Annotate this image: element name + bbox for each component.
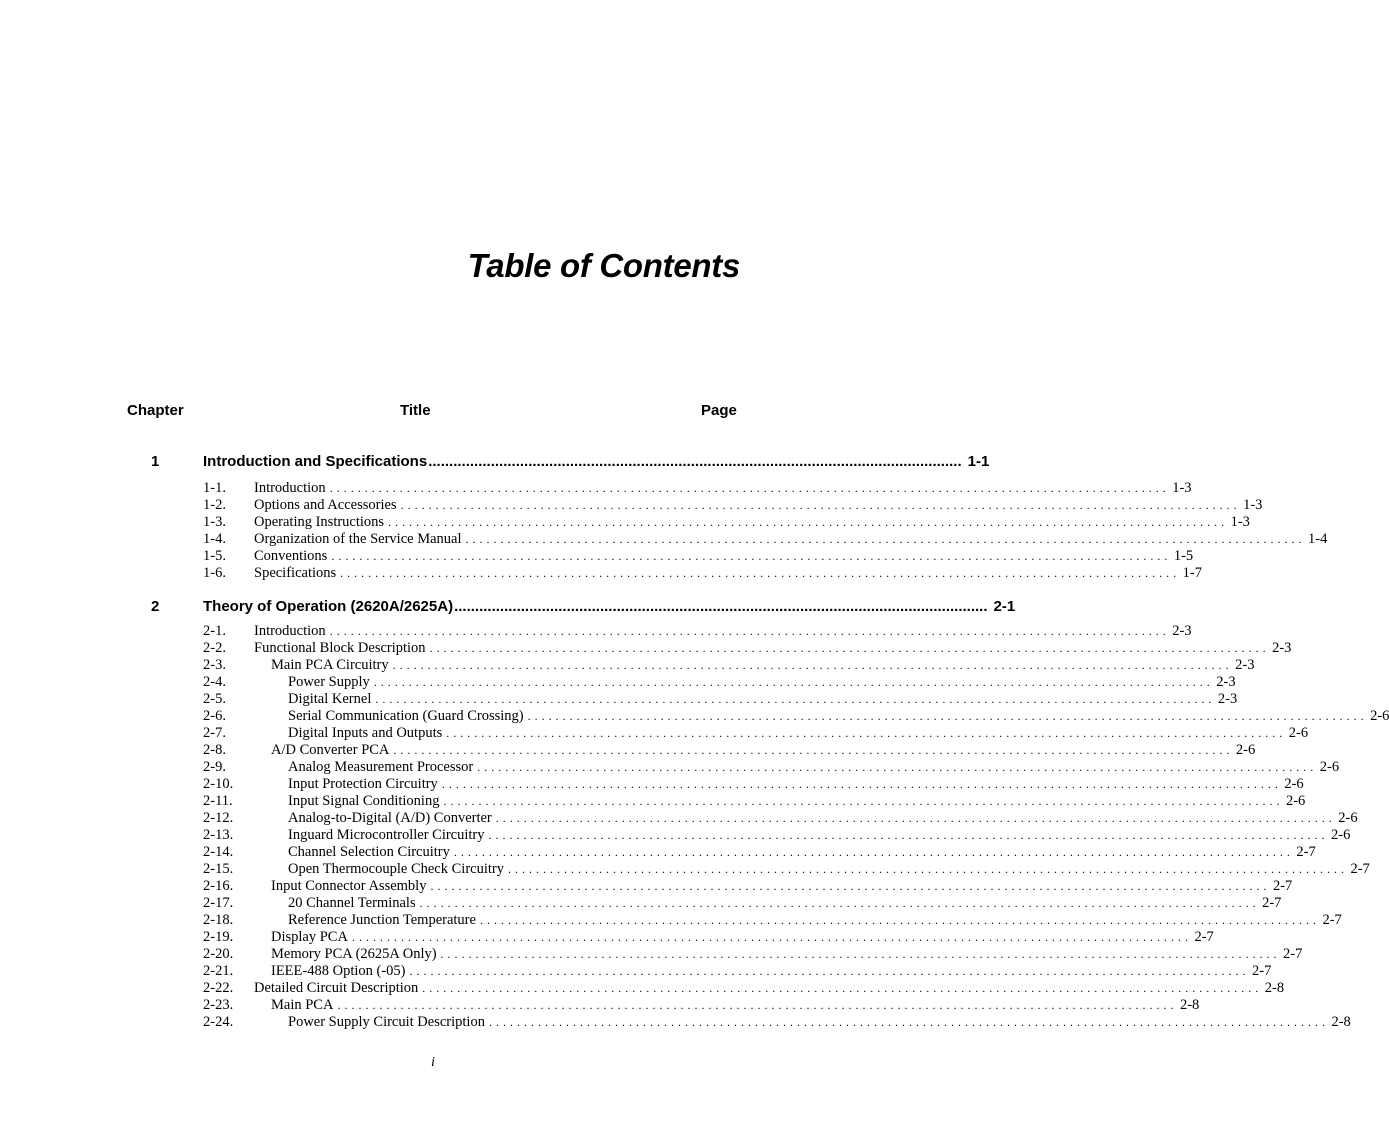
- dot-leader: . . . . . . . . . . . . . . . . . . . . . . . . . . . . . . . . . . . . . . . . . . . . . . . . . . . . . . . . . . . . . . . . . . . . . . . . . . . . . . . . . . . . . . . . . . . . . . . . . . . . . . . . . . . . . . . . . . . . . . . .: [337, 998, 1174, 1012]
- dot-leader: . . . . . . . . . . . . . . . . . . . . . . . . . . . . . . . . . . . . . . . . . . . . . . . . . . . . . . . . . . . . . . . . . . . . . . . . . . . . . . . . . . . . . . . . . . . . . . . . . . . . . . . . . . . . . . . . . . . . . . . .: [373, 675, 1211, 689]
- toc-entry-body: [271, 929, 1214, 946]
- toc-entry[interactable]: [0, 531, 1328, 548]
- chapter-page: 2-1: [993, 598, 1016, 615]
- toc-entry[interactable]: [0, 480, 1192, 497]
- toc-entry[interactable]: [0, 946, 1303, 963]
- toc-entry-title: Serial Communication (Guard Crossing): [288, 708, 524, 724]
- toc-entry-page: 2-3: [1216, 674, 1236, 690]
- toc-entry-title: Detailed Circuit Description: [254, 980, 419, 996]
- toc-entry-body: [288, 793, 1306, 810]
- toc-entry-page: 1-3: [1243, 497, 1263, 513]
- toc-entry-number: 2-2.: [203, 640, 226, 656]
- dot-leader: . . . . . . . . . . . . . . . . . . . . . . . . . . . . . . . . . . . . . . . . . . . . . . . . . . . . . . . . . . . . . . . . . . . . . . . . . . . . . . . . . . . . . . . . . . . . . . . . . . . . . . . . . . . . . . . . . . . . . . . .: [488, 828, 1325, 842]
- toc-entry-number: 2-6.: [203, 708, 226, 724]
- toc-entry-body: [254, 640, 1292, 657]
- dot-leader: . . . . . . . . . . . . . . . . . . . . . . . . . . . . . . . . . . . . . . . . . . . . . . . . . . . . . . . . . . . . . . . . . . . . . . . . . . . . . . . . . . . . . . . . . . . . . . . . . . . . . . . . . . . . . . . . . . . . . . . .: [443, 794, 1280, 808]
- toc-entry[interactable]: [0, 793, 1306, 810]
- toc-entry-body: [254, 531, 1328, 548]
- toc-entry-number: 2-18.: [203, 912, 234, 928]
- toc-entry-body: [288, 708, 1389, 725]
- toc-entry-title: IEEE-488 Option (-05): [271, 963, 406, 979]
- toc-entry[interactable]: [0, 963, 1272, 980]
- toc-entry[interactable]: [0, 810, 1358, 827]
- toc-entry-number: 2-7.: [203, 725, 226, 741]
- toc-entry-number: 1-6.: [203, 565, 226, 581]
- toc-entry-number: 2-3.: [203, 657, 226, 673]
- dot-leader: . . . . . . . . . . . . . . . . . . . . . . . . . . . . . . . . . . . . . . . . . . . . . . . . . . . . . . . . . . . . . . . . . . . . . . . . . . . . . . . . . . . . . . . . . . . . . . . . . . . . . . . . . . . . . . . . . . . . . . . .: [400, 498, 1238, 512]
- toc-entry[interactable]: [0, 1014, 1351, 1031]
- toc-entry-body: [254, 514, 1250, 531]
- toc-entry-page: 2-3: [1172, 623, 1192, 639]
- chapter-heading-1[interactable]: [0, 453, 990, 473]
- toc-entry-page: 2-8: [1179, 997, 1200, 1013]
- toc-entry-body: [288, 912, 1342, 929]
- toc-entry-page: 1-3: [1172, 480, 1192, 496]
- toc-entry-page: 2-6: [1370, 708, 1389, 724]
- toc-entry-number: 2-15.: [203, 861, 234, 877]
- toc-entry[interactable]: [0, 725, 1309, 742]
- toc-entry-number: 2-12.: [203, 810, 234, 826]
- toc-entry-title: Open Thermocouple Check Circuitry: [288, 861, 504, 877]
- toc-entry-body: [288, 810, 1358, 827]
- toc-entry-title: Display PCA: [271, 929, 348, 945]
- dot-leader: . . . . . . . . . . . . . . . . . . . . . . . . . . . . . . . . . . . . . . . . . . . . . . . . . . . . . . . . . . . . . . . . . . . . . . . . . . . . . . . . . . . . . . . . . . . . . . . . . . . . . . . . . . . . . . . . . . . . . . . .: [340, 566, 1177, 580]
- chapter-title: Introduction and Specifications: [203, 453, 428, 470]
- toc-entry-body: [288, 776, 1304, 793]
- toc-entry-page: 2-7: [1296, 844, 1316, 860]
- dot-leader: . . . . . . . . . . . . . . . . . . . . . . . . . . . . . . . . . . . . . . . . . . . . . . . . . . . . . . . . . . . . . . . . . . . . . . . . . . . . . . . . . . . . . . . . . . . . . . . . . . . . . . . . . . . . . . . . . . . . . . . .: [507, 862, 1345, 876]
- toc-entry-title: Operating Instructions: [254, 514, 385, 530]
- toc-entry[interactable]: [0, 912, 1342, 929]
- toc-entry-number: 2-21.: [203, 963, 234, 979]
- column-header-page: Page: [701, 402, 737, 419]
- toc-entry-title: Introduction: [254, 480, 326, 496]
- toc-entry-body: [254, 565, 1202, 582]
- toc-entry-page: 1-3: [1230, 514, 1250, 530]
- toc-entry-page: 2-6: [1338, 810, 1358, 826]
- dot-leader: . . . . . . . . . . . . . . . . . . . . . . . . . . . . . . . . . . . . . . . . . . . . . . . . . . . . . . . . . . . . . . . . . . . . . . . . . . . . . . . . . . . . . . . . . . . . . . . . . . . . . . . . . . . . . . . . . . . . . . . .: [465, 532, 1302, 546]
- dot-leader: . . . . . . . . . . . . . . . . . . . . . . . . . . . . . . . . . . . . . . . . . . . . . . . . . . . . . . . . . . . . . . . . . . . . . . . . . . . . . . . . . . . . . . . . . . . . . . . . . . . . . . . . . . . . . . . . . . . . . . . .: [409, 964, 1246, 978]
- toc-entry-page: 2-7: [1272, 878, 1293, 894]
- toc-entry-page: 2-7: [1262, 895, 1282, 911]
- toc-entry[interactable]: [0, 548, 1194, 565]
- toc-entry-number: 2-20.: [203, 946, 234, 962]
- toc-entry-number: 2-24.: [203, 1014, 234, 1030]
- toc-entry-page: 2-8: [1331, 1014, 1351, 1030]
- toc-entry-title: A/D Converter PCA: [271, 742, 390, 758]
- dot-leader: . . . . . . . . . . . . . . . . . . . . . . . . . . . . . . . . . . . . . . . . . . . . . . . . . . . . . . . . . . . . . . . . . . . . . . . . . . . . . . . . . . . . . . . . . . . . . . . . . . . . . . . . . . . . . . . . . . . . . . . .: [446, 726, 1283, 740]
- dot-leader: . . . . . . . . . . . . . . . . . . . . . . . . . . . . . . . . . . . . . . . . . . . . . . . . . . . . . . . . . . . . . . . . . . . . . . . . . . . . . . . . . . . . . . . . . . . . . . . . . . . . . . . . . . . . . . . . . . . . . . . .: [527, 709, 1365, 723]
- toc-entry-body: [271, 997, 1200, 1014]
- chapter-title: Theory of Operation (2620A/2625A): [203, 598, 454, 615]
- toc-entry-body: [271, 946, 1303, 963]
- toc-entry[interactable]: [0, 827, 1351, 844]
- toc-entry-page: 2-6: [1235, 742, 1256, 758]
- toc-entry-title: Main PCA: [271, 997, 334, 1013]
- toc-entry-page: 2-7: [1322, 912, 1342, 928]
- toc-entry-body: [288, 691, 1238, 708]
- toc-entry-title: Reference Junction Temperature: [288, 912, 476, 928]
- toc-entry[interactable]: [0, 565, 1202, 582]
- toc-entry-title: Memory PCA (2625A Only): [271, 946, 437, 962]
- toc-entry-body: [254, 480, 1192, 497]
- toc-entry-page: 2-7: [1194, 929, 1214, 945]
- page-title: Table of Contents: [467, 247, 740, 284]
- dot-leader: . . . . . . . . . . . . . . . . . . . . . . . . . . . . . . . . . . . . . . . . . . . . . . . . . . . . . . . . . . . . . . . . . . . . . . . . . . . . . . . . . . . . . . . . . . . . . . . . . . . . . . . . . . . . . . . . . . . . . . . .: [375, 692, 1212, 706]
- toc-entry-page: 1-7: [1182, 565, 1202, 581]
- toc-entry-title: Power Supply: [288, 674, 370, 690]
- dot-leader: ................................................................................................................................: [454, 598, 988, 615]
- toc-entry-title: Main PCA Circuitry: [271, 657, 389, 673]
- toc-entry-number: 2-13.: [203, 827, 234, 843]
- toc-entry-page: 1-4: [1308, 531, 1328, 547]
- toc-entry-title: Inguard Microcontroller Circuitry: [288, 827, 485, 843]
- toc-entry-number: 2-17.: [203, 895, 234, 911]
- toc-entry-page: 2-7: [1350, 861, 1370, 877]
- chapter-number: 2: [151, 598, 160, 615]
- dot-leader: . . . . . . . . . . . . . . . . . . . . . . . . . . . . . . . . . . . . . . . . . . . . . . . . . . . . . . . . . . . . . . . . . . . . . . . . . . . . . . . . . . . . . . . . . . . . . . . . . . . . . . . . . . . . . . . . . . . . . . . .: [329, 481, 1167, 495]
- toc-entry-title: Organization of the Service Manual: [254, 531, 462, 547]
- toc-entry-body: [288, 725, 1309, 742]
- toc-entry-title: Introduction: [254, 623, 326, 639]
- column-header-chapter: Chapter: [127, 402, 184, 419]
- dot-leader: . . . . . . . . . . . . . . . . . . . . . . . . . . . . . . . . . . . . . . . . . . . . . . . . . . . . . . . . . . . . . . . . . . . . . . . . . . . . . . . . . . . . . . . . . . . . . . . . . . . . . . . . . . . . . . . . . . . . . . . .: [422, 981, 1259, 995]
- dot-leader: . . . . . . . . . . . . . . . . . . . . . . . . . . . . . . . . . . . . . . . . . . . . . . . . . . . . . . . . . . . . . . . . . . . . . . . . . . . . . . . . . . . . . . . . . . . . . . . . . . . . . . . . . . . . . . . . . . . . . . . .: [388, 515, 1225, 529]
- toc-entry-body: [271, 657, 1255, 674]
- dot-leader: . . . . . . . . . . . . . . . . . . . . . . . . . . . . . . . . . . . . . . . . . . . . . . . . . . . . . . . . . . . . . . . . . . . . . . . . . . . . . . . . . . . . . . . . . . . . . . . . . . . . . . . . . . . . . . . . . . . . . . . .: [453, 845, 1291, 859]
- toc-entry-number: 2-4.: [203, 674, 226, 690]
- dot-leader: . . . . . . . . . . . . . . . . . . . . . . . . . . . . . . . . . . . . . . . . . . . . . . . . . . . . . . . . . . . . . . . . . . . . . . . . . . . . . . . . . . . . . . . . . . . . . . . . . . . . . . . . . . . . . . . . . . . . . . . .: [440, 947, 1278, 961]
- toc-entry-number: 2-5.: [203, 691, 226, 707]
- toc-entry-title: Input Connector Assembly: [271, 878, 427, 894]
- dot-leader: . . . . . . . . . . . . . . . . . . . . . . . . . . . . . . . . . . . . . . . . . . . . . . . . . . . . . . . . . . . . . . . . . . . . . . . . . . . . . . . . . . . . . . . . . . . . . . . . . . . . . . . . . . . . . . . . . . . . . . . .: [477, 760, 1314, 774]
- toc-entry-page: 2-8: [1264, 980, 1285, 996]
- toc-entry-number: 1-4.: [203, 531, 226, 547]
- toc-entry[interactable]: [0, 674, 1236, 691]
- toc-entry-body: [288, 827, 1351, 844]
- toc-entry-body: [254, 548, 1194, 565]
- page-number: i: [431, 1055, 435, 1070]
- dot-leader: . . . . . . . . . . . . . . . . . . . . . . . . . . . . . . . . . . . . . . . . . . . . . . . . . . . . . . . . . . . . . . . . . . . . . . . . . . . . . . . . . . . . . . . . . . . . . . . . . . . . . . . . . . . . . . . . . . . . . . . .: [479, 913, 1317, 927]
- toc-entry[interactable]: [0, 742, 1256, 759]
- toc-entry-page: 2-6: [1319, 759, 1340, 775]
- toc-entry-title: Power Supply Circuit Description: [288, 1014, 485, 1030]
- toc-entry[interactable]: [0, 640, 1292, 657]
- dot-leader: . . . . . . . . . . . . . . . . . . . . . . . . . . . . . . . . . . . . . . . . . . . . . . . . . . . . . . . . . . . . . . . . . . . . . . . . . . . . . . . . . . . . . . . . . . . . . . . . . . . . . . . . . . . . . . . . . . . . . . . .: [495, 811, 1333, 825]
- toc-entry[interactable]: [0, 776, 1304, 793]
- dot-leader: . . . . . . . . . . . . . . . . . . . . . . . . . . . . . . . . . . . . . . . . . . . . . . . . . . . . . . . . . . . . . . . . . . . . . . . . . . . . . . . . . . . . . . . . . . . . . . . . . . . . . . . . . . . . . . . . . . . . . . . .: [392, 658, 1230, 672]
- toc-entry[interactable]: [0, 895, 1282, 912]
- toc-entry-number: 2-19.: [203, 929, 234, 945]
- toc-entry[interactable]: [0, 878, 1293, 895]
- toc-entry-title: Input Signal Conditioning: [288, 793, 440, 809]
- dot-leader: . . . . . . . . . . . . . . . . . . . . . . . . . . . . . . . . . . . . . . . . . . . . . . . . . . . . . . . . . . . . . . . . . . . . . . . . . . . . . . . . . . . . . . . . . . . . . . . . . . . . . . . . . . . . . . . . . . . . . . . .: [441, 777, 1279, 791]
- toc-entry-title: Analog-to-Digital (A/D) Converter: [288, 810, 492, 826]
- column-header-title: Title: [400, 402, 431, 419]
- toc-entry-body: [288, 674, 1236, 691]
- toc-entry-body: [254, 497, 1263, 514]
- toc-entry-page: 2-3: [1272, 640, 1292, 656]
- toc-entry-number: 1-5.: [203, 548, 226, 564]
- toc-entry-page: 2-7: [1252, 963, 1272, 979]
- toc-entry[interactable]: [0, 929, 1214, 946]
- toc-entry-number: 2-1.: [203, 623, 226, 639]
- toc-entry-title: Input Protection Circuitry: [288, 776, 438, 792]
- dot-leader: . . . . . . . . . . . . . . . . . . . . . . . . . . . . . . . . . . . . . . . . . . . . . . . . . . . . . . . . . . . . . . . . . . . . . . . . . . . . . . . . . . . . . . . . . . . . . . . . . . . . . . . . . . . . . . . . . . . . . . . .: [351, 930, 1189, 944]
- toc-entry-body: [271, 878, 1293, 895]
- toc-entry[interactable]: [0, 980, 1285, 997]
- toc-entry-title: Conventions: [254, 548, 328, 564]
- toc-entry-page: 2-6: [1285, 793, 1306, 809]
- toc-entry[interactable]: [0, 691, 1238, 708]
- toc-entry-body: [254, 980, 1285, 997]
- toc-entry-page: 2-7: [1283, 946, 1303, 962]
- toc-entry[interactable]: [0, 514, 1250, 531]
- toc-entry-title: Options and Accessories: [254, 497, 397, 513]
- toc-entry-title: Channel Selection Circuitry: [288, 844, 450, 860]
- toc-entry-page: 1-5: [1173, 548, 1194, 564]
- dot-leader: . . . . . . . . . . . . . . . . . . . . . . . . . . . . . . . . . . . . . . . . . . . . . . . . . . . . . . . . . . . . . . . . . . . . . . . . . . . . . . . . . . . . . . . . . . . . . . . . . . . . . . . . . . . . . . . . . . . . . . . .: [329, 624, 1167, 638]
- toc-entry-title: Functional Block Description: [254, 640, 426, 656]
- toc-entry-title: Specifications: [254, 565, 337, 581]
- dot-leader: . . . . . . . . . . . . . . . . . . . . . . . . . . . . . . . . . . . . . . . . . . . . . . . . . . . . . . . . . . . . . . . . . . . . . . . . . . . . . . . . . . . . . . . . . . . . . . . . . . . . . . . . . . . . . . . . . . . . . . . .: [393, 743, 1230, 757]
- toc-entry[interactable]: [0, 844, 1316, 861]
- toc-entry-number: 2-23.: [203, 997, 234, 1013]
- toc-entry-page: 2-6: [1288, 725, 1309, 741]
- toc-entry[interactable]: [0, 861, 1370, 878]
- toc-entry-page: 2-3: [1217, 691, 1238, 707]
- toc-entry-body: [288, 1014, 1351, 1031]
- dot-leader: . . . . . . . . . . . . . . . . . . . . . . . . . . . . . . . . . . . . . . . . . . . . . . . . . . . . . . . . . . . . . . . . . . . . . . . . . . . . . . . . . . . . . . . . . . . . . . . . . . . . . . . . . . . . . . . . . . . . . . . .: [419, 896, 1257, 910]
- toc-entry[interactable]: [0, 497, 1263, 514]
- toc-entry-number: 1-1.: [203, 480, 226, 496]
- toc-entry-body: [271, 963, 1272, 980]
- toc-entry-body: [254, 623, 1192, 640]
- toc-entry[interactable]: [0, 623, 1192, 640]
- toc-entry-number: 2-10.: [203, 776, 234, 792]
- chapter-page: 1-1: [967, 453, 990, 470]
- toc-entry-page: 2-6: [1284, 776, 1304, 792]
- toc-entry-number: 2-14.: [203, 844, 234, 860]
- toc-entry-page: 2-3: [1235, 657, 1255, 673]
- toc-entry-number: 2-11.: [203, 793, 233, 809]
- toc-entry[interactable]: [0, 657, 1255, 674]
- toc-entry-number: 1-2.: [203, 497, 226, 513]
- toc-entry[interactable]: [0, 759, 1340, 776]
- toc-entry-body: [288, 895, 1282, 912]
- dot-leader: . . . . . . . . . . . . . . . . . . . . . . . . . . . . . . . . . . . . . . . . . . . . . . . . . . . . . . . . . . . . . . . . . . . . . . . . . . . . . . . . . . . . . . . . . . . . . . . . . . . . . . . . . . . . . . . . . . . . . . . .: [331, 549, 1168, 563]
- toc-entry-number: 2-9.: [203, 759, 226, 775]
- toc-entry-body: [271, 742, 1256, 759]
- dot-leader: . . . . . . . . . . . . . . . . . . . . . . . . . . . . . . . . . . . . . . . . . . . . . . . . . . . . . . . . . . . . . . . . . . . . . . . . . . . . . . . . . . . . . . . . . . . . . . . . . . . . . . . . . . . . . . . . . . . . . . . .: [429, 641, 1267, 655]
- toc-entry-title: Digital Inputs and Outputs: [288, 725, 443, 741]
- dot-leader: . . . . . . . . . . . . . . . . . . . . . . . . . . . . . . . . . . . . . . . . . . . . . . . . . . . . . . . . . . . . . . . . . . . . . . . . . . . . . . . . . . . . . . . . . . . . . . . . . . . . . . . . . . . . . . . . . . . . . . . .: [488, 1015, 1326, 1029]
- toc-entry-body: [288, 861, 1370, 878]
- toc-entry-number: 1-3.: [203, 514, 226, 530]
- toc-entry-title: Digital Kernel: [288, 691, 372, 707]
- toc-entry-number: 2-22.: [203, 980, 234, 996]
- dot-leader: . . . . . . . . . . . . . . . . . . . . . . . . . . . . . . . . . . . . . . . . . . . . . . . . . . . . . . . . . . . . . . . . . . . . . . . . . . . . . . . . . . . . . . . . . . . . . . . . . . . . . . . . . . . . . . . . . . . . . . . .: [430, 879, 1267, 893]
- toc-entry-title: Analog Measurement Processor: [288, 759, 474, 775]
- toc-entry[interactable]: [0, 708, 1389, 725]
- toc-entry[interactable]: [0, 997, 1200, 1014]
- chapter-number: 1: [151, 453, 160, 470]
- dot-leader: ................................................................................................................................: [428, 453, 962, 470]
- toc-entry-body: [288, 759, 1340, 776]
- toc-entry-title: 20 Channel Terminals: [288, 895, 416, 911]
- toc-entry-number: 2-8.: [203, 742, 226, 758]
- toc-entry-page: 2-6: [1331, 827, 1351, 843]
- toc-entry-body: [288, 844, 1316, 861]
- toc-entry-number: 2-16.: [203, 878, 234, 894]
- chapter-heading-2[interactable]: [0, 598, 1016, 618]
